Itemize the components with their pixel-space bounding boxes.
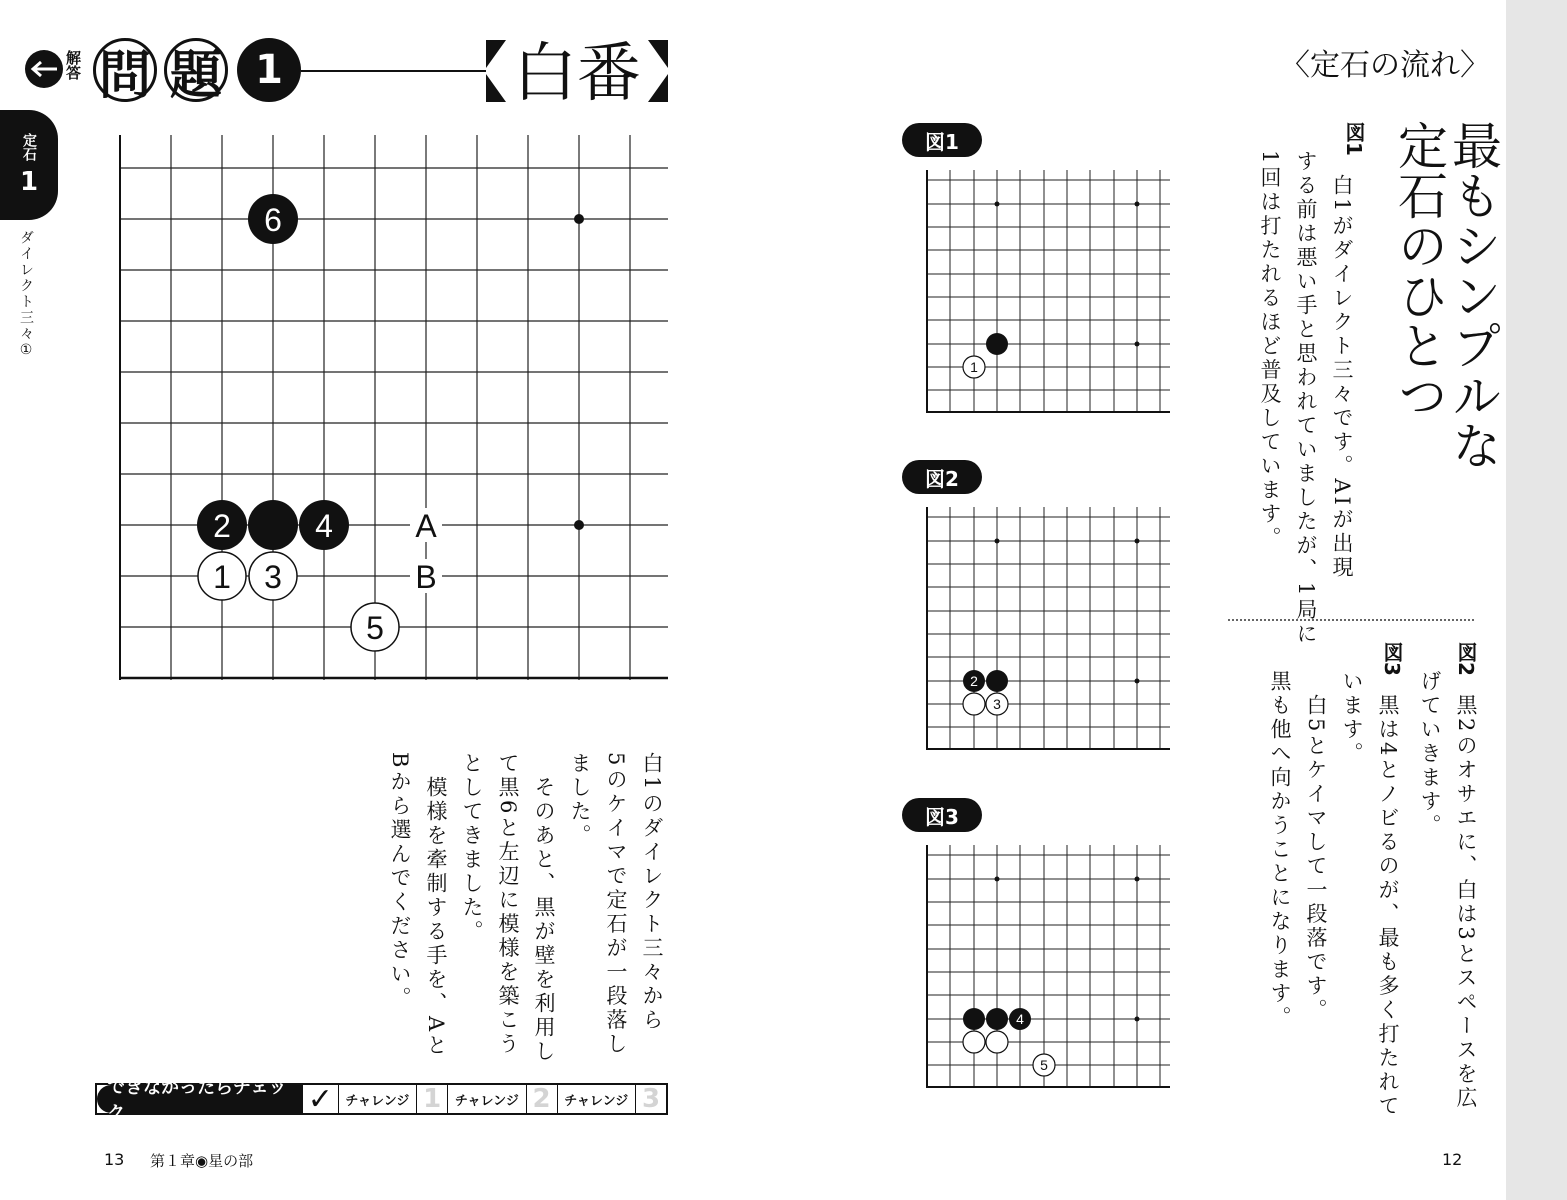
black-stone — [986, 1008, 1008, 1030]
challenge-label: チャレンジ — [448, 1085, 526, 1113]
chapter-tab-label: 定石 — [21, 133, 37, 161]
chapter-subtitle: ダイレクト三々① — [18, 230, 34, 360]
stone-label: 2 — [970, 673, 978, 689]
white-stone — [963, 1031, 985, 1053]
stone-label: 3 — [993, 696, 1001, 712]
chapter-tab-number: 1 — [19, 167, 39, 197]
check-bar-label: できなかったらチェック — [97, 1085, 303, 1113]
side-to-play — [486, 34, 668, 111]
para3-figure-ref: 図3 — [1380, 642, 1404, 676]
star-point — [574, 520, 584, 530]
paragraph-3: 黒は4とノビるのが、最も多く打たれて います。 白5とケイマして一段落です。 黒も他へ向かうことになります。 — [1268, 670, 1400, 1119]
black-stone — [986, 670, 1008, 692]
challenge-checkbox-2[interactable]: 2 — [527, 1085, 558, 1113]
figure-1-board — [920, 170, 1175, 420]
black-stone — [248, 500, 298, 550]
back-arrow-icon[interactable] — [25, 50, 63, 88]
section-title: 最もシンプルな 定石のひとつ — [1390, 120, 1502, 470]
para2-figure-ref: 図2 — [1454, 642, 1478, 676]
challenge-label: チャレンジ — [558, 1085, 636, 1113]
problem-number: 1 — [237, 38, 301, 102]
figure-badge-2: 図2 — [902, 460, 982, 494]
challenge-label: チャレンジ — [339, 1085, 417, 1113]
black-stone — [986, 333, 1008, 355]
figure-badge-1: 図1 — [902, 123, 982, 157]
stone-label: 4 — [1016, 1011, 1024, 1027]
black-stone — [963, 1008, 985, 1030]
kaitou-label: 解答 — [64, 50, 82, 80]
para1-figure-ref: 図1 — [1342, 122, 1366, 156]
figure-badge-3: 図3 — [902, 798, 982, 832]
point-label-b: B — [415, 559, 437, 595]
paragraph-2: 黒2のオサエに、白は3とスペースを広 げていきます。 — [1418, 670, 1478, 1111]
paragraph-1: 白1がダイレクト三々です。AIが出現 する前は悪い手と思われていましたが、1局に 1回は打たれるほど普及しています。 — [1258, 150, 1354, 647]
white-stone — [963, 693, 985, 715]
stone-label: 2 — [213, 508, 231, 544]
bracket-corner — [648, 74, 668, 102]
challenge-checkbox-1[interactable]: 1 — [417, 1085, 448, 1113]
side-to-play-text: 白番 — [513, 37, 641, 111]
chapter-tab — [0, 110, 58, 220]
bracket-corner — [486, 40, 506, 68]
header-rule — [301, 70, 486, 72]
stone-label: 1 — [970, 359, 978, 375]
dai-char-circle: 題 — [164, 38, 228, 102]
main-go-board — [110, 125, 680, 695]
stone-label: 4 — [315, 508, 333, 544]
stone-label: 5 — [1040, 1057, 1048, 1073]
challenge-checkbox-3[interactable]: 3 — [641, 1084, 661, 1114]
point-label-a: A — [415, 508, 437, 544]
stone-label: 3 — [264, 559, 282, 595]
bracket-corner — [648, 40, 668, 68]
white-stone — [986, 1031, 1008, 1053]
bracket-corner — [486, 74, 506, 102]
stone-label: 1 — [213, 559, 231, 595]
figure-2-board — [920, 507, 1175, 757]
answer-text: 白1のダイレクト三々から 5のケイマで定石が一段落し ました。 そのあと、黒が壁を利用し て黒6と左辺に模様を築こう としてきました。 模様を牽制する手を、Aと Bから選んでください。 — [388, 752, 664, 1064]
page-number-left: 13 — [104, 1150, 125, 1169]
stone-label: 5 — [366, 610, 384, 646]
figure-3-board — [920, 845, 1175, 1095]
star-point — [574, 214, 584, 224]
challenge-check-bar — [95, 1077, 668, 1124]
page-number-right: 12 — [1442, 1150, 1463, 1169]
page-edge-strip — [1506, 0, 1567, 1200]
divider — [1228, 619, 1474, 621]
chapter-footer: 第１章◉星の部 — [150, 1152, 254, 1170]
check-mark-icon: ✓ — [303, 1085, 339, 1113]
topic-heading: 〈定石の流れ〉 — [1280, 48, 1490, 83]
mon-char-circle: 問 — [93, 38, 157, 102]
stone-label: 6 — [264, 202, 282, 238]
